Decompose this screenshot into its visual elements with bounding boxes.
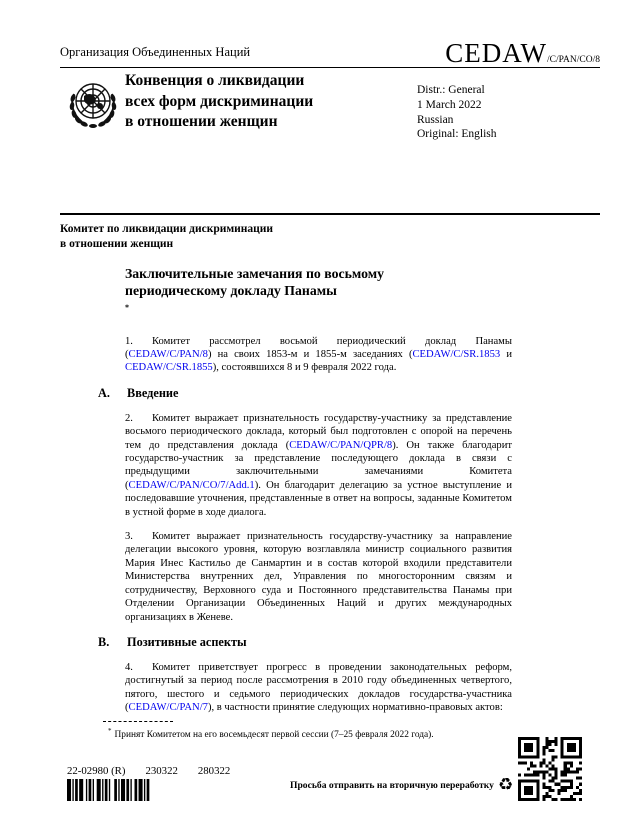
document-symbol-link[interactable]: CEDAW/C/PAN/8 (128, 349, 208, 360)
job-number: 22-02980 (R) (67, 765, 126, 777)
footnote-text: Принят Комитетом на его восемьдесят первой сессии (7–25 февраля 2022 года). (114, 730, 434, 741)
section-letter: A. (98, 385, 110, 400)
paragraph-text: ). Он также благодарит государство-участник за представление последующего доклада в связи с предыдущими заключительными замечаниями Комитета ( (125, 439, 512, 491)
paragraph-text: и (500, 349, 512, 360)
barcode-icon (67, 779, 181, 801)
header-divider (60, 67, 600, 68)
section-heading-a (98, 386, 512, 401)
paragraph-text: ). Он благодарит делегацию за устное выступление и последовавшие уточнения, представленные в ответ на вопросы, заданные Комитетом в устной форме в ходе диалога. (125, 479, 512, 518)
convention-title (125, 71, 313, 133)
section-letter: B. (98, 634, 110, 649)
section-divider (60, 213, 600, 215)
footnote-reference: * (125, 303, 129, 312)
paragraph-number: 2. (125, 412, 133, 424)
footnote-marker: * (108, 727, 112, 735)
document-symbol-main: CEDAW (445, 38, 548, 68)
paragraph-text: ) на своих 1853-м и 1855-м заседаниях ( (207, 349, 413, 360)
paragraph-1 (125, 335, 512, 375)
un-emblem-icon (64, 76, 122, 140)
distr-original: Original: English (417, 128, 497, 141)
footnote (108, 727, 528, 740)
section-label: Позитивные аспекты (127, 634, 247, 649)
paragraph-text: Комитет приветствует прогресс в проведении законодательных реформ, достигнутый за период после рассмотрения в 2010 году объединенных четвертого, пятого, шестого и седьмого периодических докладов государства-участника ( (125, 661, 512, 714)
footnote-divider (103, 721, 173, 722)
paragraph-number: 4. (125, 661, 133, 673)
recycle-text: Просьба отправить на вторичную переработку (290, 779, 494, 791)
distr-date: 1 March 2022 (417, 98, 482, 111)
document-body (98, 265, 512, 726)
convention-title-line: Конвенция о ликвидации (125, 72, 305, 89)
document-symbol-link[interactable]: CEDAW/C/PAN/CO/7/Add.1 (128, 479, 255, 491)
document-symbol-suffix: /C/PAN/CO/8 (547, 55, 600, 65)
document-symbol-link[interactable]: CEDAW/C/SR.1853 (412, 349, 501, 360)
paragraph-number: 1. (125, 335, 133, 347)
distr-type: Distr.: General (417, 84, 485, 96)
qr-code-icon (518, 737, 582, 801)
recycle-notice (290, 775, 513, 795)
footer-code-1: 230322 (145, 765, 178, 777)
page-title-line: Заключительные замечания по восьмому (125, 266, 385, 281)
paragraph-text: Комитет выражает признательность государству-участнику за представление восьмого периодического доклада, который был подготовлен с опорой на перечень тем до представления доклада ( (125, 412, 512, 451)
paragraph-4 (125, 661, 512, 715)
committee-name-line: Комитет по ликвидации дискриминации (60, 223, 274, 235)
paragraph-text: Комитет рассмотрел восьмой периодический доклад Панамы ( (125, 335, 512, 360)
committee-name (60, 222, 273, 251)
document-symbol-link[interactable]: CEDAW/C/PAN/QPR/8 (289, 439, 393, 451)
page-title-line: периодическому докладу Панамы * (125, 283, 337, 312)
recycle-icon: ♻ (497, 775, 514, 795)
paragraph-text: ), в частности принятие следующих нормативно-правовых актов: (207, 702, 503, 714)
document-symbol-link[interactable]: CEDAW/C/SR.1855 (125, 362, 213, 374)
committee-name-line: в отношении женщин (60, 237, 174, 250)
paragraph-2 (125, 412, 512, 519)
distr-language: Russian (417, 113, 454, 126)
paragraph-3 (125, 530, 512, 624)
section-heading-b (98, 635, 512, 650)
section-label: Введение (127, 385, 179, 400)
paragraph-text: Комитет выражает признательность государству-участнику за направление делегации высокого уровня, которую возглавляла министр социального развития Мария Инес Кастильо де Санмартин и в состав которой входили представители Министерства внутренних дел, Управления по многосторонним связям и сотрудничеству, Верховного суда и Постоянного представительства Панамы при Отделении Организации Объединенных Наций и других международных организациях в Женеве. (125, 531, 512, 623)
org-name: Организация Объединенных Наций (60, 45, 251, 59)
document-id-line (67, 765, 230, 777)
document-symbol-link[interactable]: CEDAW/C/PAN/7 (128, 702, 208, 714)
distribution-block (417, 83, 497, 142)
convention-title-line: всех форм дискриминации (125, 92, 314, 110)
convention-title-line: в отношении женщин (125, 113, 278, 130)
page-title (125, 265, 512, 320)
paragraph-text: ), состоявшихся 8 и 9 февраля 2022 года. (212, 362, 397, 374)
document-symbol (445, 38, 600, 69)
paragraph-number: 3. (125, 531, 133, 543)
footer-code-2: 280322 (197, 765, 231, 777)
